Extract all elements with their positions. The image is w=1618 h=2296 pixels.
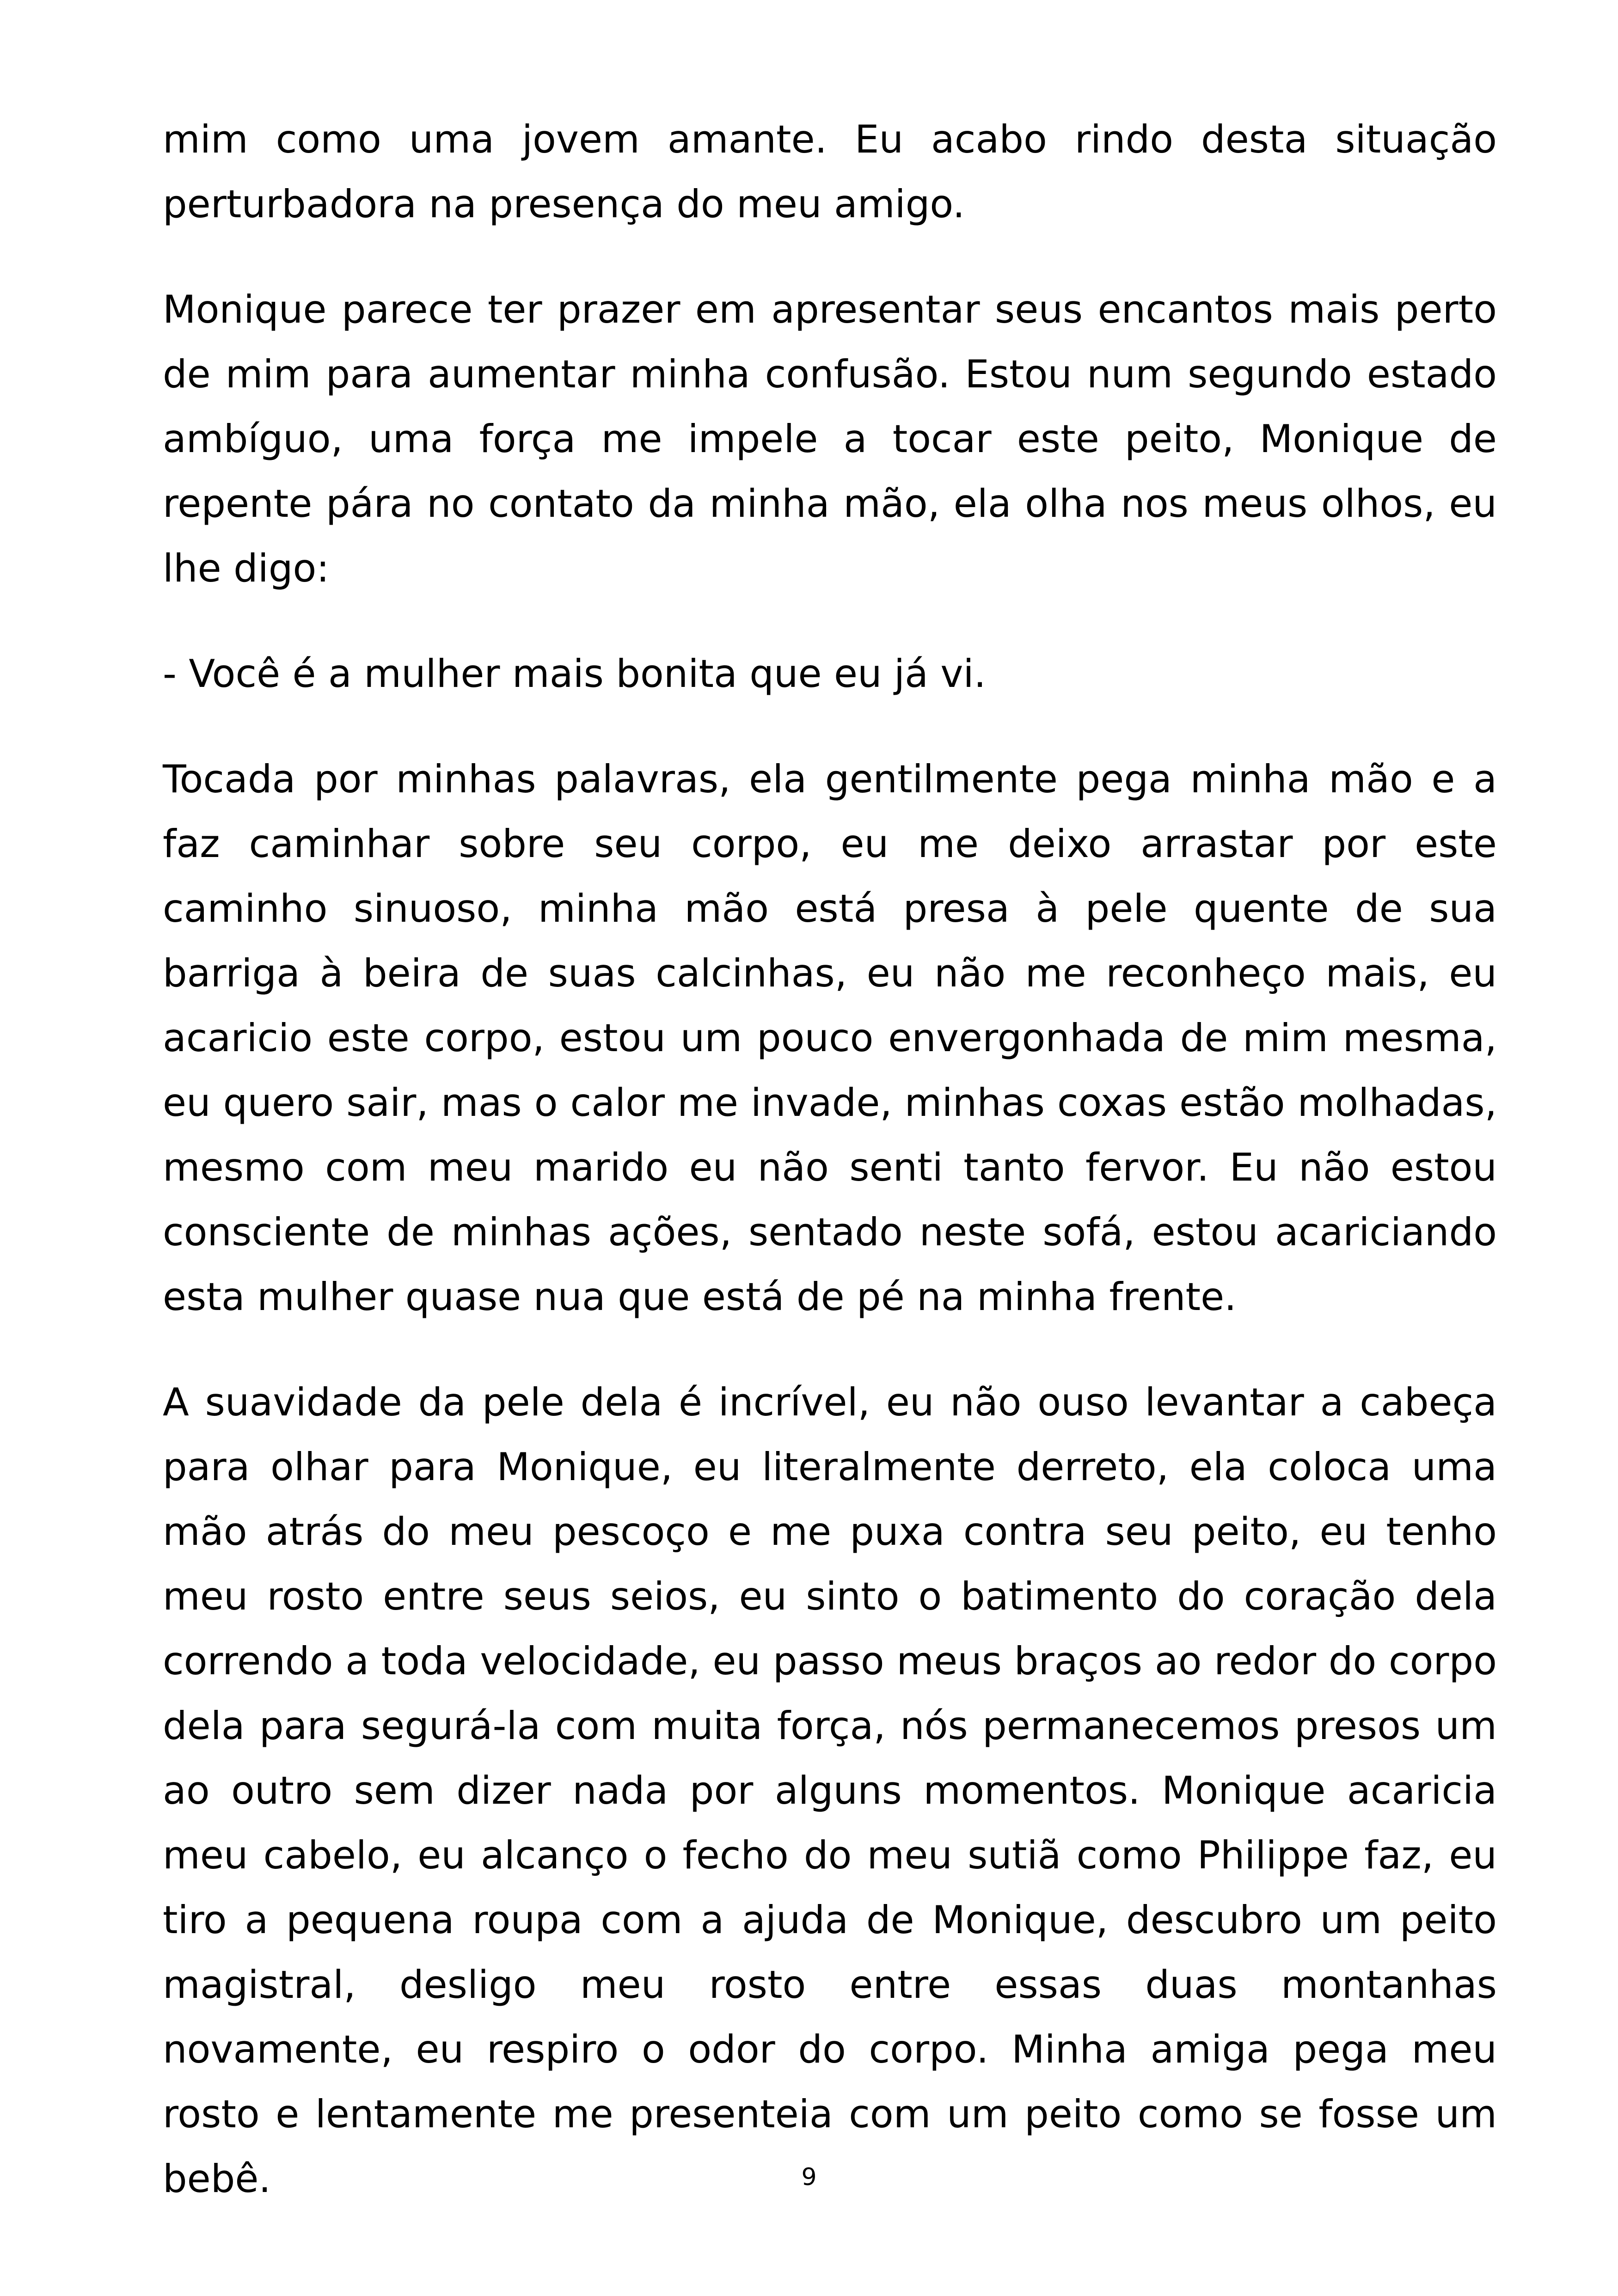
- page-number: 9: [801, 2163, 817, 2191]
- paragraph-3: - Você é a mulher mais bonita que eu já vi.: [163, 651, 986, 696]
- page-body: [163, 107, 1497, 2252]
- paragraph-5: A suavidade da pele dela é incrível, eu não ouso levantar a cabeça para olhar para Monique, eu literalmente derreto, ela coloca uma mão atrás do meu pescoço e me puxa contra seu peito, eu tenho meu rosto entre seus seios, eu sinto o batimento do coração dela correndo a toda velocidade, eu passo meus braços ao redor do corpo dela para segurá-la com muita força, nós permanecemos presos um ao outro sem dizer nada por alguns momentos. Monique acaricia meu cabelo, eu alcanço o fecho do meu sutiã como Philippe faz, eu tiro a pequena roupa com a ajuda de Monique, descubro um peito magistral, desligo meu rosto entre essas duas montanhas novamente, eu respiro o odor do corpo. Minha amiga pega meu rosto e lentamente me presenteia com um peito como se fosse um bebê.: [163, 1380, 1497, 2201]
- paragraph-4: Tocada por minhas palavras, ela gentilmente pega minha mão e a faz caminhar sobre seu corpo, eu me deixo arrastar por este caminho sinuoso, minha mão está presa à pele quente de sua barriga à beira de suas calcinhas, eu não me reconheço mais, eu acaricio este corpo, estou um pouco envergonhada de mim mesma, eu quero sair, mas o calor me invade, minhas coxas estão molhadas, mesmo com meu marido eu não senti tanto fervor. Eu não estou consciente de minhas ações, sentado neste sofá, estou acariciando esta mulher quase nua que está de pé na minha frente.: [163, 757, 1497, 1319]
- paragraph-2: Monique parece ter prazer em apresentar seus encantos mais perto de mim para aumentar minha confusão. Estou num segundo estado ambíguo, uma força me impele a tocar este peito, Monique de repente pára no contato da minha mão, ela olha nos meus olhos, eu lhe digo:: [163, 287, 1497, 591]
- paragraph-1: mim como uma jovem amante. Eu acabo rindo desta situação perturbadora na presença do meu amigo.: [163, 117, 1497, 227]
